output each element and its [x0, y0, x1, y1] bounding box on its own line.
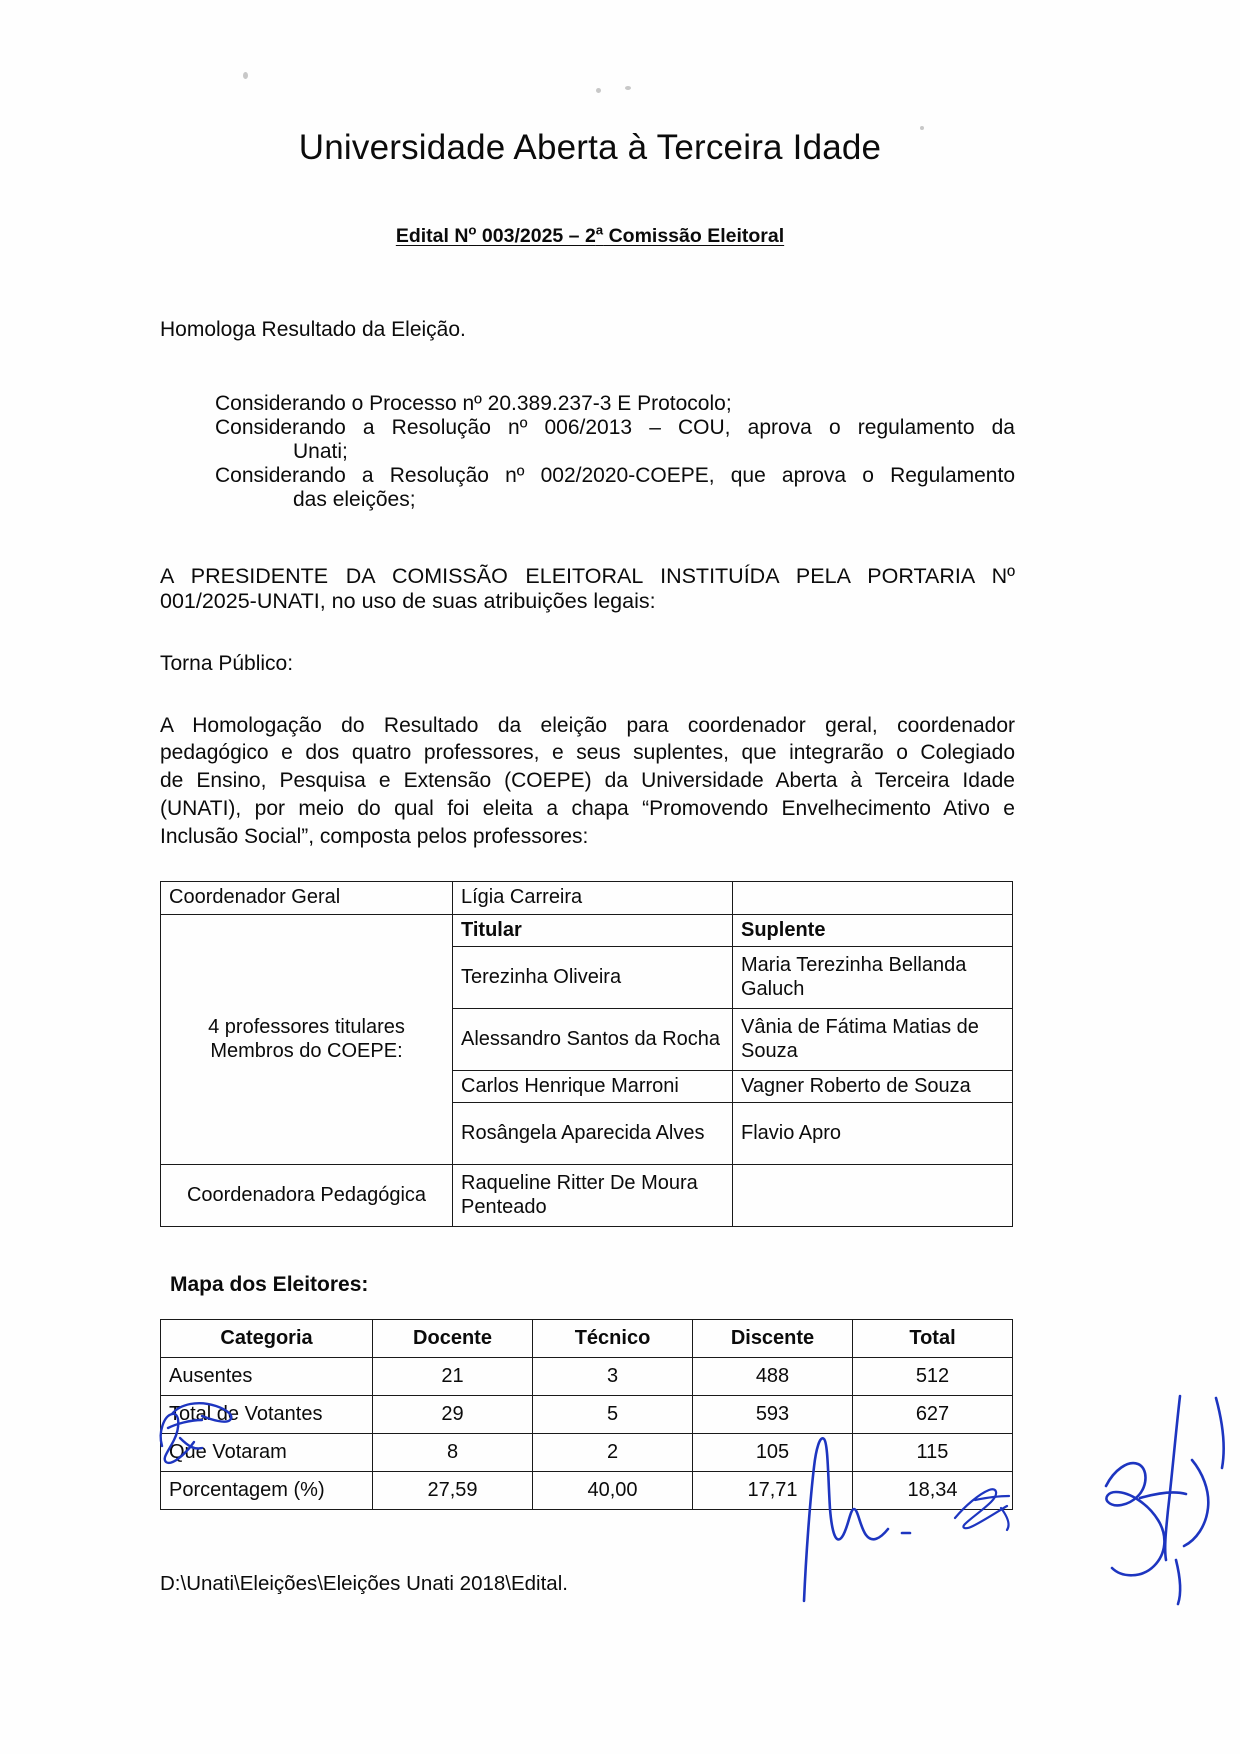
edital-ordinal-o: o	[468, 222, 477, 237]
document-subject: Homologa Resultado da Eleição.	[160, 317, 466, 341]
cell-total-votantes-total: 627	[853, 1396, 1013, 1434]
table-row	[161, 914, 1013, 946]
considerando-line-1: Considerando o Processo nº 20.389.237-3 E Protocolo;	[215, 391, 732, 415]
cell-ausentes-total: 512	[853, 1358, 1013, 1396]
file-path-footer: D:\Unati\Eleições\Eleições Unati 2018\Edital.	[160, 1572, 568, 1596]
table-row	[161, 882, 1013, 914]
table-row	[161, 1165, 1013, 1227]
cell-porcentagem-docente: 27,59	[373, 1472, 533, 1510]
table-row	[161, 1396, 1013, 1434]
coordenadora-pedagogica-name: Raqueline Ritter De Moura Penteado	[453, 1165, 733, 1227]
cell-ausentes-discente: 488	[693, 1358, 853, 1396]
presidente-paragraph	[160, 564, 1015, 614]
cell-porcentagem-total: 18,34	[853, 1472, 1013, 1510]
column-header-categoria: Categoria	[161, 1320, 373, 1358]
cell-total-votantes-docente: 29	[373, 1396, 533, 1434]
suplente-name: Maria Terezinha Bellanda Galuch	[733, 946, 1013, 1008]
cell-porcentagem-tecnico: 40,00	[533, 1472, 693, 1510]
coordenador-geral-name: Lígia Carreira	[453, 882, 733, 914]
professores-label-line-1: 4 professores titulares	[208, 1015, 405, 1038]
edital-subtitle	[160, 222, 1020, 248]
torna-publico-label: Torna Público:	[160, 651, 294, 675]
page-title: Universidade Aberta à Terceira Idade	[298, 128, 882, 167]
edital-suffix: Comissão Eleitoral	[603, 224, 785, 247]
signature-right	[1080, 1390, 1230, 1620]
cell-ausentes-docente: 21	[373, 1358, 533, 1396]
edital-number: 003/2025 – 2	[476, 224, 596, 247]
edital-prefix: Edital N	[395, 224, 469, 247]
cell-ausentes-tecnico: 3	[533, 1358, 693, 1396]
cell-porcentagem-discente: 17,71	[693, 1472, 853, 1510]
mapa-eleitores-heading: Mapa dos Eleitores:	[170, 1273, 369, 1297]
considerandos-block	[215, 392, 1015, 512]
suplente-name: Flavio Apro	[733, 1103, 1013, 1165]
coordenador-geral-empty-cell	[733, 882, 1013, 914]
presidente-line-1: A PRESIDENTE DA COMISSÃO ELEITORAL INSTITUÍDA PELA PORTARIA Nº	[160, 563, 1015, 588]
table-row	[161, 1434, 1013, 1472]
homologacao-line-5: Inclusão Social”, composta pelos professores:	[160, 825, 589, 849]
titular-name: Alessandro Santos da Rocha	[453, 1008, 733, 1070]
column-header-total: Total	[853, 1320, 1013, 1358]
voter-statistics-table	[160, 1319, 1013, 1510]
coordenadora-pedagogica-label: Coordenadora Pedagógica	[161, 1165, 453, 1227]
homologacao-line-2: pedagógico e dos quatro professores, e seus suplentes, que integrarão o Colegiado	[160, 741, 1015, 765]
coordenador-geral-label: Coordenador Geral	[161, 882, 453, 914]
column-header-suplente: Suplente	[733, 914, 1013, 946]
column-header-titular: Titular	[453, 914, 733, 946]
homologacao-line-1: A Homologação do Resultado da eleição para coordenador geral, coordenador	[160, 713, 1015, 737]
considerando-line-3b: das eleições;	[293, 487, 416, 511]
considerando-line-3: Considerando a Resolução nº 002/2020-COEPE, que aprova o Regulamento	[215, 463, 1015, 487]
titular-name: Carlos Henrique Marroni	[453, 1070, 733, 1102]
considerando-line-2: Considerando a Resolução nº 006/2013 – COU, aprova o regulamento da	[215, 415, 1015, 439]
table-header-row	[161, 1320, 1013, 1358]
homologacao-line-3: de Ensino, Pesquisa e Extensão (COEPE) da Universidade Aberta à Terceira Idade	[160, 769, 1015, 793]
titular-name: Terezinha Oliveira	[453, 946, 733, 1008]
table-row	[161, 1358, 1013, 1396]
row-label-porcentagem: Porcentagem (%)	[161, 1472, 373, 1510]
column-header-docente: Docente	[373, 1320, 533, 1358]
cell-que-votaram-tecnico: 2	[533, 1434, 693, 1472]
row-label-que-votaram: Que Votaram	[161, 1434, 373, 1472]
document-body	[160, 0, 1020, 1596]
column-header-discente: Discente	[693, 1320, 853, 1358]
suplente-name: Vagner Roberto de Souza	[733, 1070, 1013, 1102]
coordenadora-pedagogica-empty-cell	[733, 1165, 1013, 1227]
titular-name: Rosângela Aparecida Alves	[453, 1103, 733, 1165]
cell-que-votaram-total: 115	[853, 1434, 1013, 1472]
presidente-line-2: 001/2025-UNATI, no uso de suas atribuições legais:	[160, 588, 656, 613]
cell-que-votaram-docente: 8	[373, 1434, 533, 1472]
cell-total-votantes-discente: 593	[693, 1396, 853, 1434]
cell-total-votantes-tecnico: 5	[533, 1396, 693, 1434]
table-row	[161, 1472, 1013, 1510]
professores-titulares-label	[161, 914, 453, 1165]
column-header-tecnico: Técnico	[533, 1320, 693, 1358]
suplente-name: Vânia de Fátima Matias de Souza	[733, 1008, 1013, 1070]
professores-label-line-2: Membros do COEPE:	[210, 1039, 403, 1062]
considerando-line-2b: Unati;	[293, 439, 348, 463]
edital-ordinal-a: a	[595, 222, 604, 237]
row-label-ausentes: Ausentes	[161, 1358, 373, 1396]
cell-que-votaram-discente: 105	[693, 1434, 853, 1472]
elected-slate-table	[160, 881, 1013, 1227]
homologacao-line-4: (UNATI), por meio do qual foi eleita a chapa “Promovendo Envelhecimento Ativo e	[160, 797, 1015, 821]
row-label-total-votantes: Total de Votantes	[161, 1396, 373, 1434]
homologacao-paragraph	[160, 712, 1015, 852]
